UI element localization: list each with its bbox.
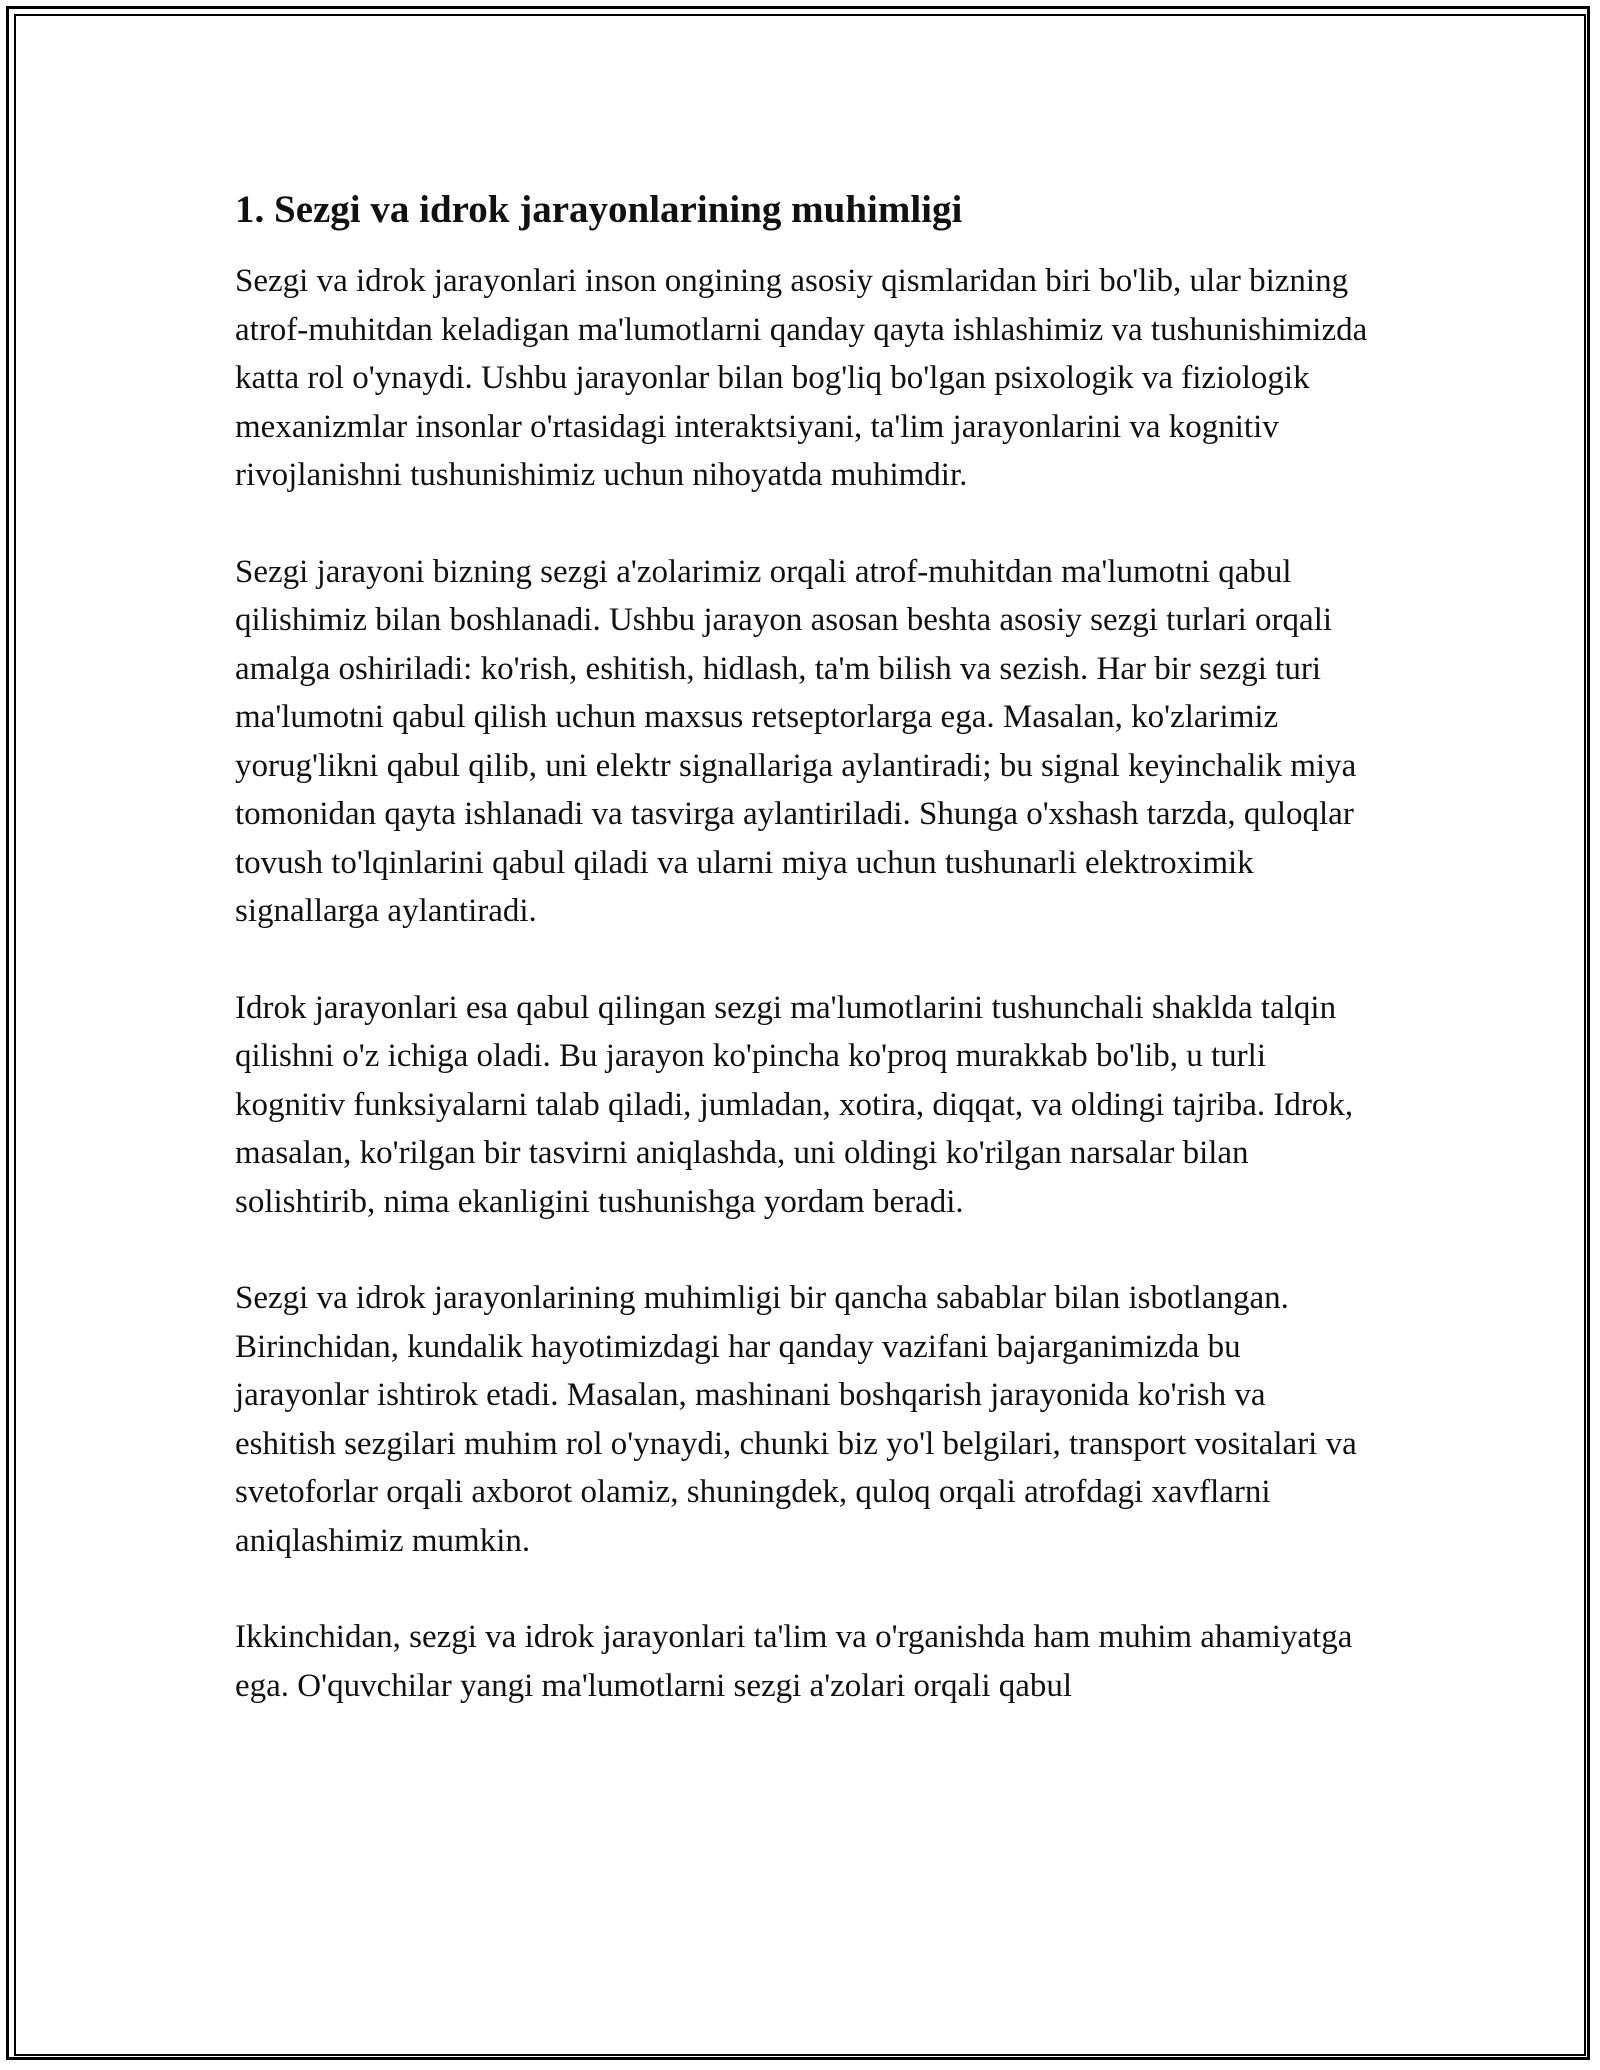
- paragraph-5: Ikkinchidan, sezgi va idrok jarayonlari ta'lim va o'rganishda ham muhim ahamiyatga ega. O'quvchilar yangi ma'lumotlarni sezgi a'zolari orqali qabul: [235, 1619, 1353, 1704]
- document-body: [235, 185, 1370, 1758]
- paragraph-4: Sezgi va idrok jarayonlarining muhimligi bir qancha sabablar bilan isbotlangan. Birinchidan, kundalik hayotimizdagi har qanday vazifani bajarganimizda bu jarayonlar ishtirok etadi. Masalan, mashinani boshqarish jarayonida ko'rish va eshitish sezgilari muhim rol o'ynaydi, chunki biz yo'l belgilari, transport vositalari va svetoforlar orqali axborot olamiz, shuningdek, quloq orqali atrofdagi xavflarni aniqlashimiz mumkin.: [235, 1280, 1357, 1559]
- section-title: 1. Sezgi va idrok jarayonlarining muhimligi: [235, 188, 963, 231]
- paragraph-1: Sezgi va idrok jarayonlari inson ongining asosiy qismlaridan biri bo'lib, ular bizning atrof-muhitdan keladigan ma'lumotlarni qanday qayta ishlashimiz va tushunishimizda katta rol o'ynaydi. Ushbu jarayonlar bilan bog'liq bo'lgan psixologik va fiziologik mexanizmlar insonlar o'rtasidagi interaktsiyani, ta'lim jarayonlarini va kognitiv rivojlanishni tushunishimiz uchun nihoyatda muhimdir.: [235, 263, 1368, 493]
- paragraph-3: Idrok jarayonlari esa qabul qilingan sezgi ma'lumotlarini tushunchali shaklda talqin qilishni o'z ichiga oladi. Bu jarayon ko'pincha ko'proq murakkab bo'lib, u turli kognitiv funksiyalarni talab qiladi, jumladan, xotira, diqqat, va oldingi tajriba. Idrok, masalan, ko'rilgan bir tasvirni aniqlashda, uni oldingi ko'rilgan narsalar bilan solishtirib, nima ekanligini tushunishga yordam beradi.: [235, 989, 1354, 1220]
- paragraph-2: Sezgi jarayoni bizning sezgi a'zolarimiz orqali atrof-muhitdan ma'lumotni qabul qilishimiz bilan boshlanadi. Ushbu jarayon asosan beshta asosiy sezgi turlari orqali amalga oshiriladi: ko'rish, eshitish, hidlash, ta'm bilish va sezish. Har bir sezgi turi ma'lumotni qabul qilish uchun maxsus retseptorlarga ega. Masalan, ko'zlarimiz yorug'likni qabul qilib, uni elektr signallariga aylantiradi; bu signal keyinchalik miya tomonidan qayta ishlanadi va tasvirga aylantiriladi. Shunga o'xshash tarzda, quloqlar tovush to'lqinlarini qabul qiladi va ularni miya uchun tushunarli elektroximik signallarga aylantiradi.: [235, 553, 1357, 929]
